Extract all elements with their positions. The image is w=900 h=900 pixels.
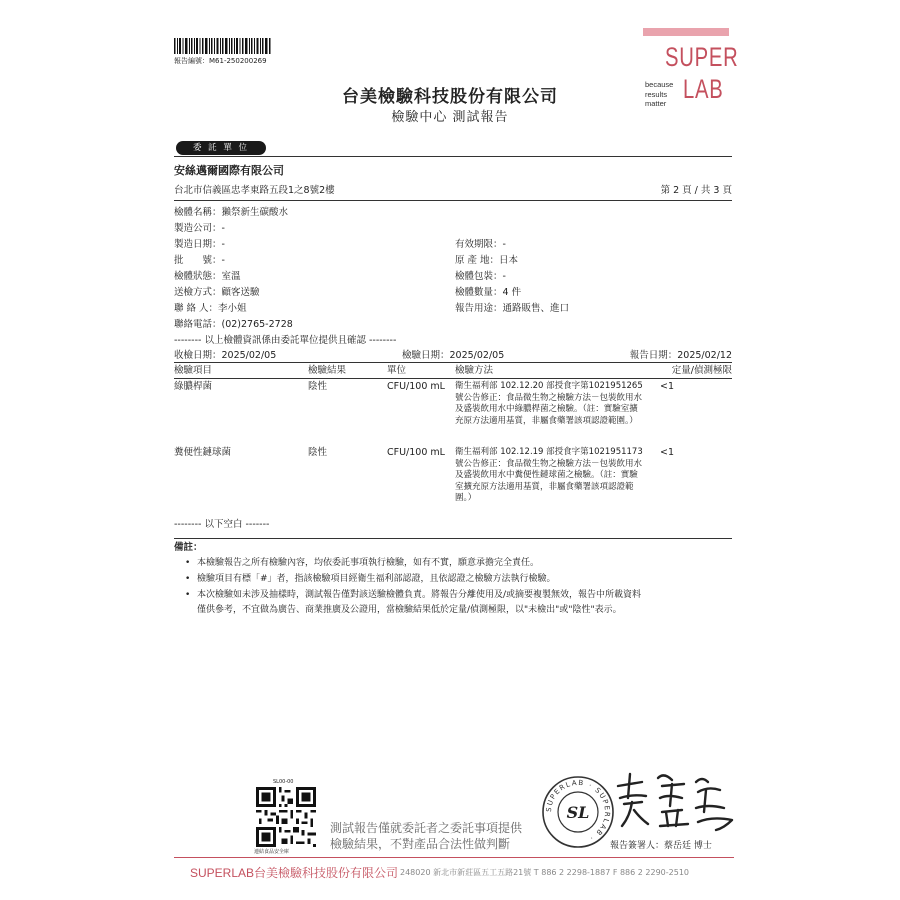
footer-address: 248020 新北市新莊區五工五路21號 T 886 2 2298-1887 F 886 2 2290-2510 (400, 868, 690, 877)
sample-contact: 聯 絡 人：李小姐 (174, 303, 247, 314)
test-item: 綠膿桿菌 (174, 381, 213, 392)
sample-name: 檢體名稱：獺祭新生碳酸水 (174, 207, 289, 218)
company-seal-icon (540, 774, 616, 850)
logo-accent-bar (643, 28, 729, 36)
divider (174, 362, 732, 363)
test-unit: CFU/100 mL (387, 381, 445, 392)
qr-code[interactable] (256, 787, 316, 847)
svg-text:SUPERLAB · SUPERLAB ·: SUPERLAB · SUPERLAB · (544, 778, 612, 843)
footer-brand: SUPERLAB台美檢驗科技股份有限公司 (190, 866, 399, 880)
note-item: 本次檢驗如未涉及抽樣時，測試報告僅對該送驗檢體負責。將報告分離使用及/或摘要複製無效，報告中所載資料 (197, 590, 642, 600)
logo-brand-top: SUPER (665, 42, 739, 72)
report-subtitle: 檢驗中心 測試報告 (391, 110, 509, 125)
test-item: 糞便性鏈球菌 (174, 447, 232, 458)
barcode-image (174, 38, 271, 54)
logo-tagline: because results matter (645, 80, 674, 108)
column-header-item: 檢驗項目 (174, 365, 213, 376)
sample-batch-no: 批 號：- (174, 255, 225, 266)
divider (174, 200, 732, 201)
note-bullet: • (185, 574, 191, 584)
page-indicator: 第 2 頁 / 共 3 頁 (660, 185, 732, 196)
column-header-method: 檢驗方法 (455, 365, 494, 376)
test-result: 陰性 (308, 447, 328, 458)
notes-title: 備註： (174, 542, 203, 553)
test-unit: CFU/100 mL (387, 447, 445, 458)
handwritten-signature (612, 768, 740, 838)
test-method: 衛生福利部 102.12.19 部授食字第1021951173號公告修正：食品微生物之檢驗方法－包裝飲用水及盛裝飲用水中糞便性鏈球菌之檢驗。（註：實驗室擴充原方法適用基質，非屬食藥署該項認證範圍。） (455, 447, 643, 503)
sample-origin: 原 產 地：日本 (455, 255, 519, 266)
sample-quantity: 檢體數量：4 件 (455, 287, 522, 298)
report-signer: 報告簽署人：蔡岳廷 博士 (610, 841, 712, 851)
report-date: 報告日期：2025/02/12 (629, 350, 732, 361)
sample-phone: 聯絡電話：(02)2765-2728 (174, 319, 293, 330)
note-bullet: • (185, 558, 191, 568)
legal-disclaimer: 測試報告僅就委託者之委託事項提供 檢驗結果，不對產品合法性做判斷 (330, 821, 523, 851)
sample-state: 檢體狀態：室溫 (174, 271, 241, 282)
report-number: 報告編號：M61-250200269 (174, 57, 267, 65)
sample-confirmation: -------- 以上檢體資訊係由委託單位提供且確認 -------- (174, 335, 397, 346)
client-name: 安絲邁爾國際有限公司 (174, 164, 284, 177)
logo-brand-bottom: LAB (683, 74, 724, 104)
divider (174, 538, 732, 539)
test-limit: <1 (660, 447, 675, 458)
qr-code-label: SL00-00 (273, 779, 294, 785)
note-bullet: • (185, 590, 191, 600)
test-limit: <1 (660, 381, 675, 392)
sample-manufacturer: 製造公司：- (174, 223, 225, 234)
test-method: 衛生福利部 102.12.20 部授食字第1021951265號公告修正：食品微生物之檢驗方法－包裝飲用水及盛裝飲用水中綠膿桿菌之檢驗。（註：實驗室擴充原方法適用基質，非屬食藥署該項認證範圍。） (455, 381, 643, 426)
company-title: 台美檢驗科技股份有限公司 (342, 87, 558, 107)
column-header-limit: 定量/偵測極限 (671, 365, 732, 376)
svg-text:SL: SL (566, 803, 590, 822)
note-item-continuation: 僅供參考，不宜做為廣告、商業推廣及公證用，當檢驗結果低於定量/偵測極限，以"未檢出"或"陰性"表示。 (197, 605, 622, 615)
note-item: 本檢驗報告之所有檢驗內容，均依委託事項執行檢驗，如有不實，願意承擔完全責任。 (197, 558, 540, 568)
sample-packaging: 檢體包裝：- (455, 271, 506, 282)
divider (174, 156, 732, 157)
sample-expiry-date: 有效期限：- (455, 239, 506, 250)
footer-divider (174, 857, 734, 858)
sample-delivery: 送檢方式：顧客送驗 (174, 287, 260, 298)
tested-date: 檢驗日期：2025/02/05 (402, 350, 505, 361)
qr-code-caption: 連結食品安全庫 (254, 849, 290, 855)
table-end-marker: -------- 以下空白 ------- (174, 519, 270, 530)
client-section-badge: 委 託 單 位 (176, 141, 266, 155)
divider (174, 378, 732, 379)
column-header-unit: 單位 (387, 365, 407, 376)
sample-purpose: 報告用途：通路販售、進口 (455, 303, 570, 314)
sample-production-date: 製造日期：- (174, 239, 225, 250)
test-result: 陰性 (308, 381, 328, 392)
note-item: 檢驗項目有標「#」者，指該檢驗項目經衛生福利部認證，且依認證之檢驗方法執行檢驗。 (197, 574, 556, 584)
column-header-result: 檢驗結果 (308, 365, 347, 376)
received-date: 收檢日期：2025/02/05 (174, 350, 277, 361)
client-address: 台北市信義區忠孝東路五段1之8號2樓 (174, 185, 335, 196)
